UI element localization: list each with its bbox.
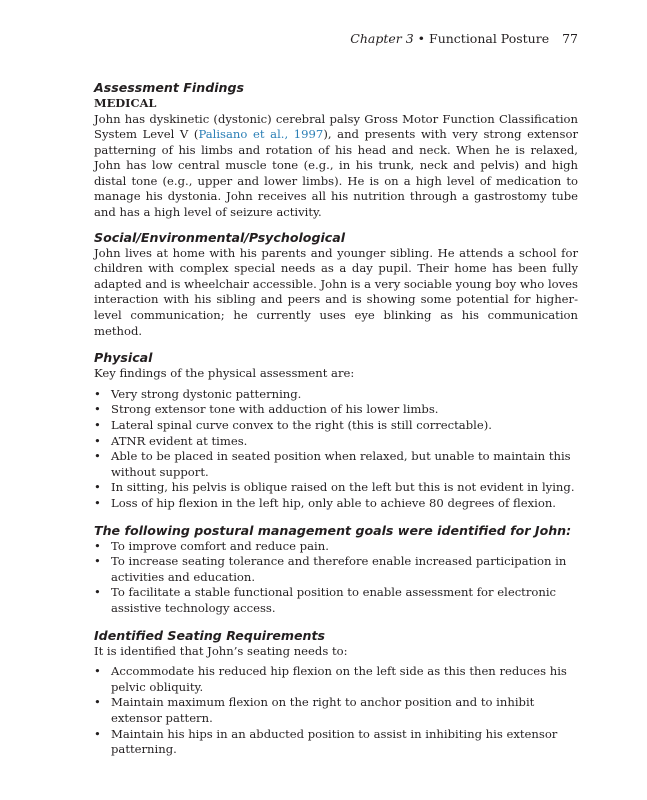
goals-title: The following postural management goals were identified for John: xyxy=(94,522,572,538)
page-number: 77 xyxy=(562,31,578,46)
physical-findings-list xyxy=(94,387,578,512)
list-item: • Maintain maximum flexion on the right to anchor position and to inhibit extensor pattern. xyxy=(94,695,535,725)
bullet-icon: • xyxy=(94,495,101,510)
seating-title: Identified Seating Requirements xyxy=(94,627,326,643)
bullet-icon: • xyxy=(94,695,101,710)
goals-list xyxy=(94,539,578,617)
list-item: • To improve comfort and reduce pain. xyxy=(94,538,329,553)
medical-subheading: MEDICAL xyxy=(94,96,157,110)
bullet-icon: • xyxy=(94,480,101,495)
medical-paragraph xyxy=(94,112,578,221)
social-title: Social/Environmental/Psychological xyxy=(94,229,346,245)
seating-intro: It is identified that John’s seating needs to: xyxy=(94,643,348,658)
goals-section xyxy=(94,523,578,617)
medical-text-part1: John has dyskinetic (dystonic) cerebral palsy Gross Motor Function Classification System Level V ( xyxy=(94,111,578,142)
list-item: • To increase seating tolerance and therefore enable increased participation in activities and education. xyxy=(94,554,567,584)
physical-intro: Key findings of the physical assessment are: xyxy=(94,366,355,381)
list-item: • Loss of hip flexion in the left hip, only able to achieve 80 degrees of flexion. xyxy=(94,495,556,510)
assessment-title: Assessment Findings xyxy=(94,80,244,95)
chapter-label: Chapter 3 xyxy=(350,31,414,46)
bullet-icon: • xyxy=(94,538,101,553)
citation-link[interactable]: Palisano et al., 1997 xyxy=(198,127,324,142)
bullet-icon: • xyxy=(94,585,101,600)
seating-requirements-list xyxy=(94,664,578,758)
page-body xyxy=(94,80,578,758)
bullet-icon: • xyxy=(94,402,101,417)
list-item: • Strong extensor tone with adduction of his lower limbs. xyxy=(94,402,439,417)
running-header xyxy=(350,31,578,47)
bullet-icon: • xyxy=(94,433,101,448)
seating-section xyxy=(94,628,578,758)
bullet-icon: • xyxy=(94,664,101,679)
physical-section xyxy=(94,350,578,511)
bullet-icon: • xyxy=(94,554,101,569)
header-separator: • xyxy=(417,31,426,46)
list-item: • Very strong dystonic patterning. xyxy=(94,386,302,401)
bullet-icon: • xyxy=(94,386,101,401)
list-item: • Able to be placed in seated position when relaxed, but unable to maintain this without support. xyxy=(94,449,571,479)
list-item: • Accommodate his reduced hip flexion on the left side as this then reduces his pelvic obliquity. xyxy=(94,664,567,694)
list-item: • ATNR evident at times. xyxy=(94,433,248,448)
list-item: • Maintain his hips in an abducted position to assist in inhibiting his extensor patterning. xyxy=(94,726,558,757)
list-item: • Lateral spinal curve convex to the right (this is still correctable). xyxy=(94,418,492,432)
list-item: • In sitting, his pelvis is oblique raised on the left but this is not evident in lying. xyxy=(94,480,575,495)
physical-title: Physical xyxy=(94,350,153,366)
bullet-icon: • xyxy=(94,726,101,741)
chapter-title: Functional Posture xyxy=(429,31,550,46)
assessment-section xyxy=(94,80,578,221)
social-section xyxy=(94,230,578,340)
bullet-icon: • xyxy=(94,418,101,432)
bullet-icon: • xyxy=(94,449,101,464)
medical-text-part2: ), and presents with very strong extensor patterning of his limbs and rotation of his head and neck. When he is relaxed, John has low central muscle tone (e.g., in his trunk, neck and pelvis) and high distal tone (e.g., upper and lower limbs). He is on a high level of medication to manage his dystonia. John receives all his nutrition through a gastrostomy tube and has a high level of seizure activity. xyxy=(94,127,578,220)
social-paragraph: John lives at home with his parents and younger sibling. He attends a school for children with complex special needs as a day pupil. Their home has been fully adapted and is wheelchair accessible. John is a very sociable young boy who loves interaction with his sibling and peers and is showing some potential for higher-level communication; he currently uses eye blinking as his communication method. xyxy=(94,245,578,338)
list-item: • To facilitate a stable functional position to enable assessment for electronic assistive technology access. xyxy=(94,585,557,615)
